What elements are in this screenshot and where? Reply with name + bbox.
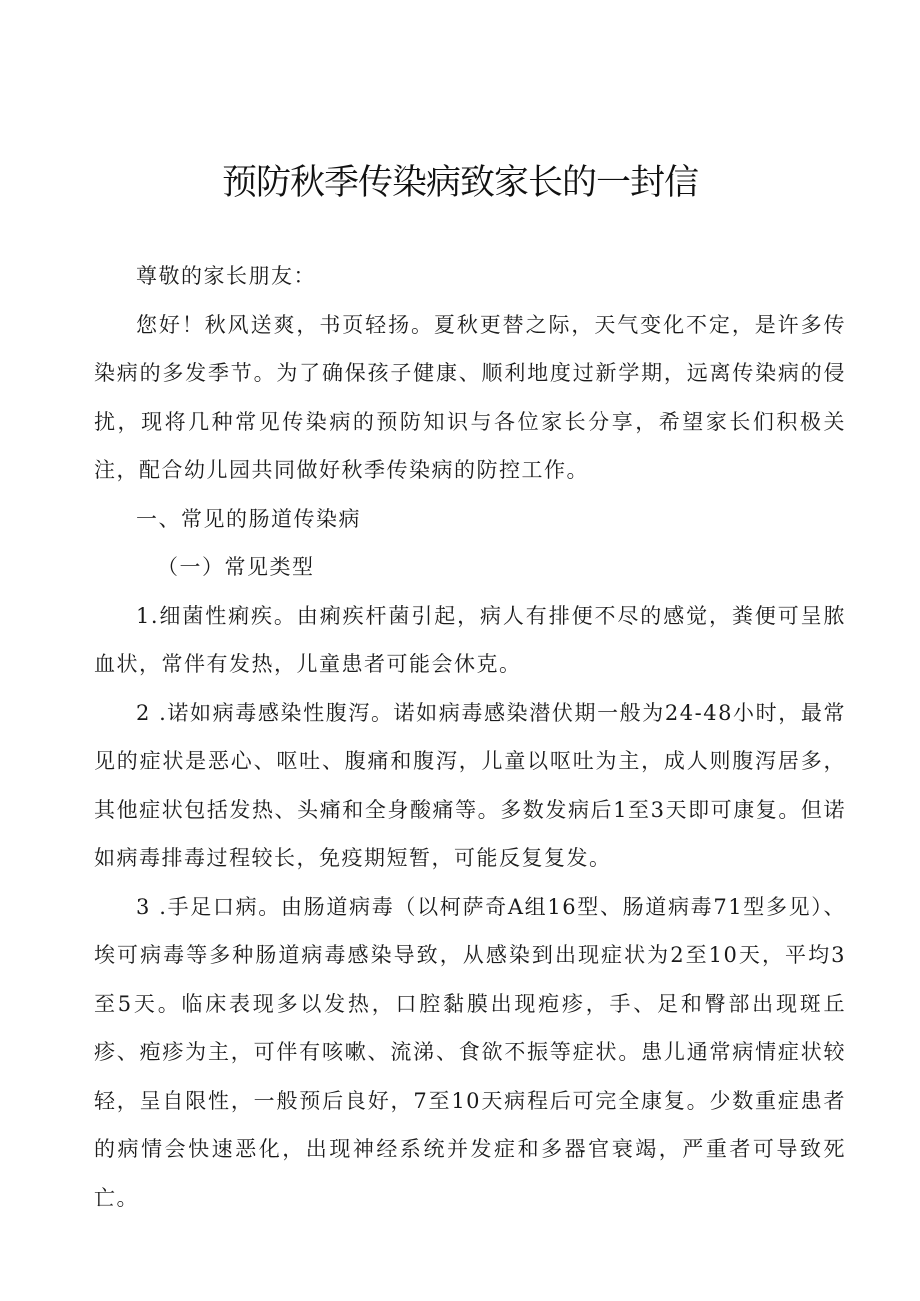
document-body [94,252,846,1222]
salutation: 尊敬的家长朋友： [136,264,316,288]
section-heading-1: 一、常见的肠道传染病 [136,506,361,531]
list-item-1: 1.细菌性痢疾。由痢疾杆菌引起，病人有排便不尽的感觉，粪便可呈脓血状，常伴有发热，儿童患者可能会休克。 [94,603,846,676]
subsection-heading-1: （一）常见类型 [157,555,315,579]
intro-paragraph: 您好！秋风送爽，书页轻扬。夏秋更替之际，天气变化不定，是许多传染病的多发季节。为了确保孩子健康、顺利地度过新学期，远离传染病的侵扰，现将几种常见传染病的预防知识与各位家长分享，希望家长们积极关注，配合幼儿园共同做好秋季传染病的防控工作。 [94,312,846,482]
document-title: 预防秋季传染病致家长的一封信 [221,163,698,203]
list-item-3: 3 .手足口病。由肠道病毒（以柯萨奇A组16型、肠道病毒71型多见）、埃可病毒等多种肠道病毒感染导致，从感染到出现症状为2至10天，平均3至5天。临床表现多以发热，口腔黏膜出现疱疹，手、足和臀部出现斑丘疹、疱疹为主，可伴有咳嗽、流涕、食欲不振等症状。患儿通常病情症状较轻，呈自限性，一般预后良好，7至10天病程后可完全康复。少数重症患者的病情会快速恶化，出现神经系统并发症和多器官衰竭，严重者可导致死亡。 [94,894,846,1210]
list-item-2: 2 .诺如病毒感染性腹泻。诺如病毒感染潜伏期一般为24-48小时，最常见的症状是恶心、呕吐、腹痛和腹泻，儿童以呕吐为主，成人则腹泻居多，其他症状包括发热、头痛和全身酸痛等。多数发病后1至3天即可康复。但诺如病毒排毒过程较长，免疫期短暂，可能反复复发。 [94,700,846,870]
